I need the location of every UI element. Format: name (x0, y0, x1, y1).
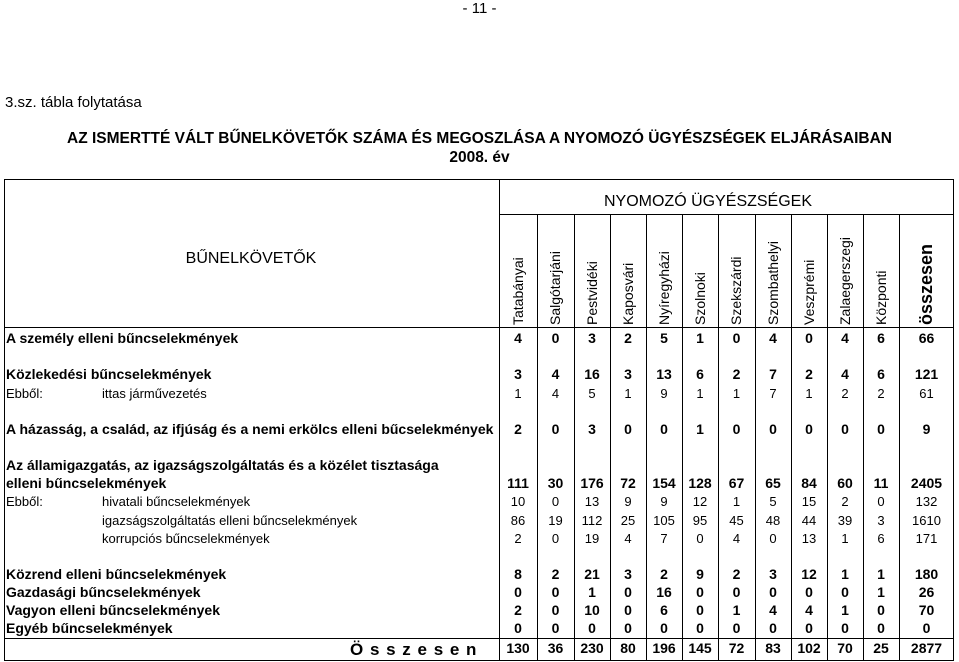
table-cell: 1 (588, 584, 596, 600)
table-cell: 2 (660, 566, 668, 582)
table-cell: 5 (588, 386, 596, 401)
table-cell: 7 (769, 366, 777, 382)
table-cell: 60 (837, 475, 853, 491)
table-cell: 1 (877, 584, 885, 600)
table-cell: 132 (915, 494, 938, 509)
table-cell: 67 (728, 475, 745, 491)
table-cell: 4 (841, 330, 849, 346)
table-cell: 3 (588, 421, 596, 437)
table-cell: 2 (805, 366, 813, 382)
column-header: Pestvidéki (583, 261, 600, 325)
table-cell: 0 (769, 421, 777, 437)
table-cell: 1 (841, 602, 849, 618)
table-cell: 4 (769, 330, 777, 346)
column-header: Tatabányai (509, 257, 526, 325)
table-cell: 9 (696, 566, 704, 582)
table-cell: 2 (732, 366, 741, 382)
table-cell: 9 (660, 386, 668, 401)
table-cell: 0 (877, 494, 885, 509)
row-label: elleni bűncselekmények (6, 475, 167, 491)
table-cell: 0 (624, 602, 632, 618)
row-label: ittas járművezetés (102, 386, 207, 401)
table-cell: 0 (551, 584, 560, 600)
table-cell: 19 (548, 513, 563, 528)
table-cell: 0 (732, 620, 741, 636)
table-cell: 0 (551, 494, 560, 509)
table-cell: 0 (805, 620, 813, 636)
row-label: korrupciós bűncselekmények (102, 531, 270, 546)
table-cell: 86 (510, 513, 526, 528)
table-cell: 1 (732, 386, 741, 401)
header-rule (4, 327, 954, 328)
row-label: Közrend elleni bűncselekmények (6, 566, 227, 582)
table-cell: 0 (660, 421, 668, 437)
table-cell: 6 (877, 531, 885, 546)
table-cell: 66 (918, 330, 935, 346)
table-cell: 1 (696, 330, 704, 346)
table-cell: 3 (514, 366, 522, 382)
table-cell: 10 (584, 602, 600, 618)
table-cell: 0 (551, 531, 560, 546)
table-cell: 1 (732, 602, 741, 618)
table-cell: 1 (732, 494, 741, 509)
table-cell: 154 (652, 475, 676, 491)
table-cell: 6 (660, 602, 668, 618)
table-cell: 36 (547, 640, 564, 656)
table-cell: 4 (732, 531, 741, 546)
table-year: 2008. év (449, 149, 510, 166)
table-cell: 3 (624, 366, 632, 382)
row-label: Közlekedési bűncselekmények (6, 366, 212, 382)
row-prefix: Ebből: (6, 494, 43, 509)
table-cell: 0 (514, 584, 522, 600)
table-cell: 0 (624, 584, 632, 600)
table-cell: 4 (551, 386, 560, 401)
row-label: A személy elleni bűncselekmények (6, 330, 239, 346)
table-cell: 30 (547, 475, 564, 491)
table-cell: 112 (581, 513, 603, 528)
table-cell: 2 (514, 421, 522, 437)
table-cell: 0 (732, 421, 741, 437)
table-cell: 1 (841, 566, 849, 582)
table-cell: 16 (656, 584, 672, 600)
column-header: Szombathelyi (764, 240, 781, 325)
table-cell: 16 (584, 366, 600, 382)
table-cell: 0 (696, 602, 704, 618)
row-label: A házasság, a család, az ifjúság és a nemi erkölcs elleni bűcselekmények (6, 421, 494, 437)
table-cell: 130 (506, 640, 530, 656)
table-cell: 0 (769, 531, 777, 546)
table-cell: 9 (922, 421, 931, 437)
table-cell: 80 (620, 640, 636, 656)
table-cell: 9 (624, 494, 632, 509)
table-cell: 61 (919, 386, 934, 401)
column-header: Központi (872, 270, 889, 325)
row-label: Gazdasági bűncselekmények (6, 584, 201, 600)
row-prefix: Ebből: (6, 386, 43, 401)
table-cell: 176 (580, 475, 604, 491)
total-rule (4, 638, 954, 639)
table-cell: 0 (732, 584, 741, 600)
table-cell: 1610 (912, 513, 941, 528)
table-cell: 4 (805, 602, 813, 618)
table-cell: 0 (841, 584, 849, 600)
offenders-header: BŰNELKÖVETŐK (185, 250, 317, 267)
table-cell: 9 (660, 494, 668, 509)
table-cell: 0 (514, 620, 522, 636)
row-label: igazságszolgáltatás elleni bűncselekmények (102, 513, 358, 528)
continuation-note: 3.sz. tábla folytatása (5, 94, 142, 111)
table-cell: 7 (660, 531, 668, 546)
table-cell: 72 (620, 475, 636, 491)
table-cell: 7 (769, 386, 777, 401)
table-cell: 0 (660, 620, 668, 636)
table-cell: 230 (580, 640, 604, 656)
table-cell: 21 (584, 566, 600, 582)
table-cell: 128 (688, 475, 712, 491)
table-cell: 13 (801, 531, 817, 546)
table-cell: 3 (877, 513, 885, 528)
column-header: Salgótarjáni (547, 251, 564, 325)
table-cell: 0 (877, 421, 885, 437)
column-header: Szolnoki (691, 272, 708, 325)
table-cell: 12 (801, 566, 817, 582)
table-cell: 1 (624, 386, 632, 401)
table-cell: 0 (805, 584, 813, 600)
table-cell: 0 (551, 602, 560, 618)
table-cell: 0 (696, 620, 704, 636)
table-title: AZ ISMERTTÉ VÁLT BŰNELKÖVETŐK SZÁMA ÉS MEGOSZLÁSA A NYOMOZÓ ÜGYÉSZSÉGEK ELJÁRÁSAIBAN (67, 130, 892, 147)
table-cell: 4 (769, 602, 777, 618)
table-cell: 0 (696, 531, 704, 546)
row-label: hivatali bűncselekmények (102, 494, 251, 509)
table-cell: 95 (692, 513, 708, 528)
table-cell: 1 (805, 386, 813, 401)
table-cell: 5 (660, 330, 668, 346)
table-cell: 0 (732, 330, 741, 346)
table-cell: 15 (801, 494, 817, 509)
table-cell: 0 (551, 421, 560, 437)
table-cell: 0 (805, 330, 813, 346)
table-cell: 10 (510, 494, 526, 509)
table-cell: 3 (588, 330, 596, 346)
table-cell: 1 (696, 421, 704, 437)
column-header: Nyíregyházi (655, 251, 672, 325)
table-cell: 2 (841, 494, 849, 509)
table-cell: 44 (801, 513, 817, 528)
table-cell: 2 (514, 531, 522, 546)
table-cell: 70 (837, 640, 853, 656)
row-label: Az államigazgatás, az igazságszolgáltatás és a közélet tisztasága (6, 457, 439, 473)
table-cell: 1 (696, 386, 704, 401)
row-label: Egyéb bűncselekmények (6, 620, 173, 636)
table-cell: 39 (837, 513, 853, 528)
table-cell: 83 (765, 640, 781, 656)
table-cell: 0 (551, 330, 560, 346)
table-cell: 4 (624, 531, 632, 546)
table-cell: 25 (620, 513, 636, 528)
table-cell: 45 (729, 513, 744, 528)
table-cell: 0 (588, 620, 596, 636)
table-cell: 19 (584, 531, 600, 546)
table-cell: 0 (841, 421, 849, 437)
table-cell: 65 (765, 475, 781, 491)
group-header-rule (499, 214, 954, 215)
table-cell: 0 (624, 421, 632, 437)
prosecution-group-header: NYOMOZÓ ÜGYÉSZSÉGEK (603, 193, 813, 210)
table-cell: 25 (873, 640, 889, 656)
table-cell: 0 (551, 620, 560, 636)
table-cell: 111 (507, 475, 529, 491)
table-cell: 0 (769, 584, 777, 600)
table-cell: 102 (797, 640, 821, 656)
table-cell: 171 (915, 531, 938, 546)
column-header: Veszprémi (800, 259, 817, 325)
table-cell: 0 (877, 602, 885, 618)
table-cell: 26 (918, 584, 935, 600)
table-cell: 2 (877, 386, 885, 401)
table-cell: 13 (584, 494, 600, 509)
column-header: Kaposvári (619, 262, 636, 325)
table-cell: 3 (624, 566, 632, 582)
table-cell: 105 (653, 513, 675, 528)
table-cell: 196 (652, 640, 676, 656)
table-cell: 5 (769, 494, 777, 509)
table-cell: 2877 (910, 640, 943, 656)
table-cell: 2 (551, 566, 560, 582)
table-cell: 0 (624, 620, 632, 636)
table-cell: 3 (769, 566, 777, 582)
table-cell: 0 (877, 620, 885, 636)
table-cell: 4 (514, 330, 522, 346)
column-header: Zalaegerszegi (836, 237, 853, 325)
table-cell: 84 (801, 475, 817, 491)
table-cell: 0 (805, 421, 813, 437)
table-cell: 6 (696, 366, 704, 382)
table-cell: 4 (551, 366, 560, 382)
table-cell: 1 (877, 566, 885, 582)
table-cell: 121 (914, 366, 939, 382)
table-cell: 4 (841, 366, 849, 382)
table-cell: 0 (841, 620, 849, 636)
table-cell: 1 (841, 531, 849, 546)
row-label: Ö s s z e s e n (350, 640, 478, 659)
table-cell: 72 (728, 640, 745, 656)
page-number: - 11 - (462, 0, 497, 17)
table-cell: 2 (732, 566, 741, 582)
column-header: Szekszárdi (728, 256, 745, 325)
table-cell: 2 (841, 386, 849, 401)
table-cell: 70 (918, 602, 935, 618)
table-cell: 180 (914, 566, 939, 582)
table-cell: 1 (514, 386, 522, 401)
table-cell: 13 (656, 366, 672, 382)
table-cell: 48 (765, 513, 781, 528)
table-cell: 6 (877, 330, 885, 346)
table-cell: 145 (688, 640, 712, 656)
row-label: Vagyon elleni bűncselekmények (6, 602, 220, 618)
table-cell: 0 (769, 620, 777, 636)
table-cell: 0 (696, 584, 704, 600)
table-cell: 2405 (910, 475, 943, 491)
table-cell: 8 (514, 566, 522, 582)
table-cell: 6 (877, 366, 885, 382)
table-cell: 2 (624, 330, 632, 346)
table-cell: 2 (514, 602, 522, 618)
table-cell: 11 (873, 475, 889, 491)
table-cell: 12 (692, 494, 708, 509)
table-cell: 0 (922, 620, 931, 636)
column-header-total: összesen (915, 243, 936, 325)
